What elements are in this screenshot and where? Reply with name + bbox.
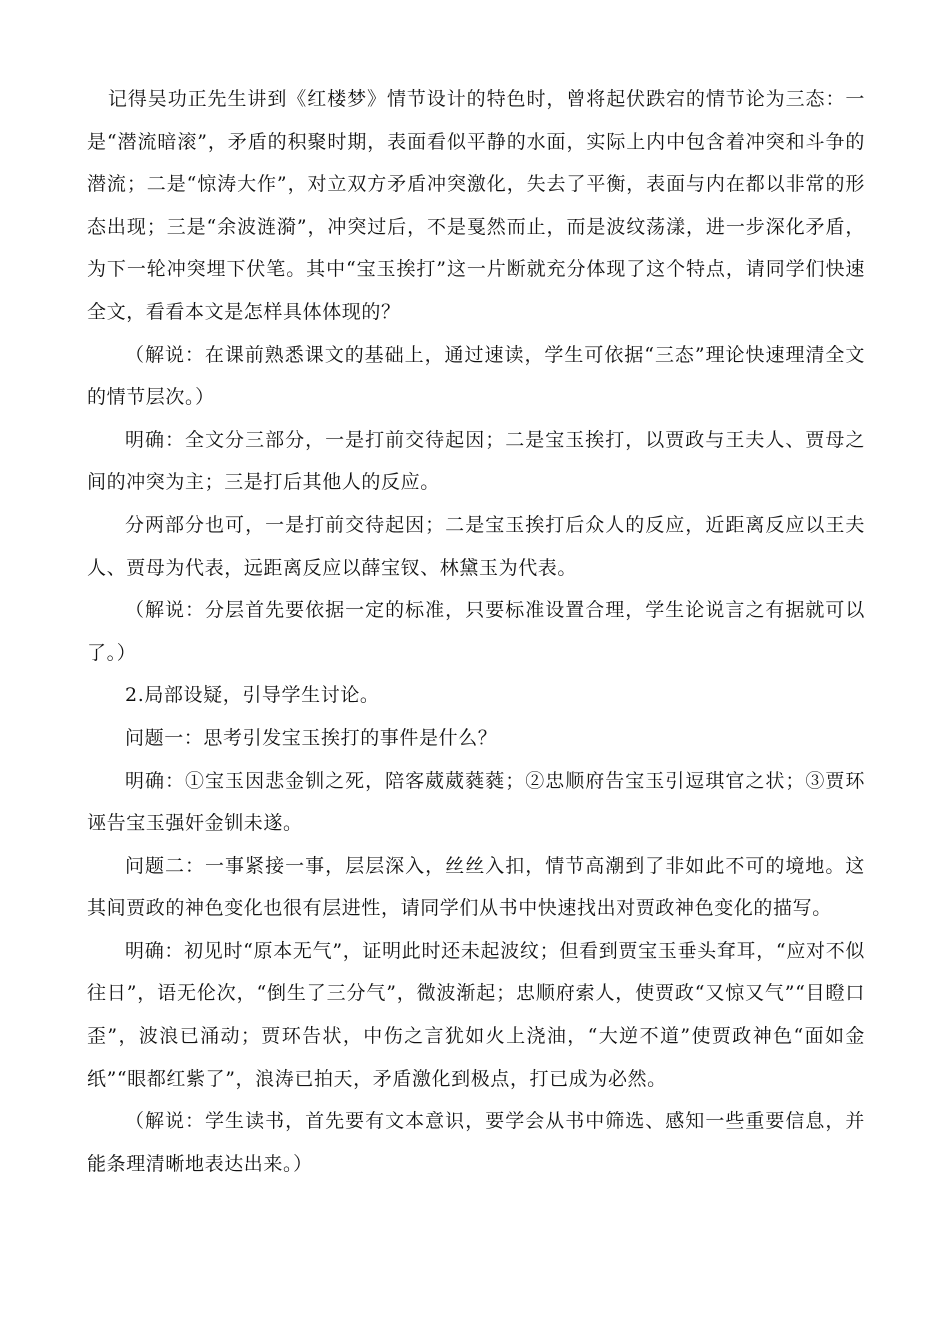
answer-question-two: 明确：初见时“原本无气”，证明此时还未起波纹；但看到贾宝玉垂头耷耳，“应对不似往日”，语无伦次，“倒生了三分气”，微波渐起；忠顺府索人，使贾政“又惊又气”“目瞪口歪”，波浪已涌动；贾环告状，中伤之言犹如火上浇油，“大逆不道”使贾政神色“面如金纸”“眼都红紫了”，浪涛已拍天，矛盾激化到极点，打已成为必然。: [87, 939, 865, 1090]
answer-paragraph-structure: 明确：全文分三部分，一是打前交待起因；二是宝玉挨打，以贾政与王夫人、贾母之间的冲突为主；三是打后其他人的反应。: [87, 428, 865, 494]
intro-paragraph: 记得吴功正先生讲到《红楼梦》情节设计的特色时，曾将起伏跌宕的情节论为三态：一是“潜流暗滚”，矛盾的积聚时期，表面看似平静的水面，实际上内中包含着冲突和斗争的潜流；二是“惊涛大作”，对立双方矛盾冲突激化，失去了平衡，表面与内在都以非常的形态出现；三是“余波涟漪”，冲突过后，不是戛然而止，而是波纹荡漾，进一步深化矛盾，为下一轮冲突埋下伏笔。其中“宝玉挨打”这一片断就充分体现了这个特点，请同学们快速全文，看看本文是怎样具体体现的？: [87, 88, 865, 323]
document-page: [87, 78, 865, 1185]
question-two: 问题二：一事紧接一事，层层深入，丝丝入扣，情节高潮到了非如此不可的境地。这其间贾政的神色变化也很有层进性，请同学们从书中快速找出对贾政神色变化的描写。: [87, 854, 865, 920]
question-one: 问题一：思考引发宝玉挨打的事件是什么？: [125, 726, 498, 749]
explanation-note-3: （解说：学生读书，首先要有文本意识，要学会从书中筛选、感知一些重要信息，并能条理清晰地表达出来。）: [87, 1110, 865, 1175]
explanation-note-1: （解说：在课前熟悉课文的基础上，通过速读，学生可依据“三态”理论快速理清全文的情节层次。）: [87, 343, 865, 409]
explanation-note-2: （解说：分层首先要依据一定的标准，只要标准设置合理，学生论说言之有据就可以了。）: [87, 599, 865, 664]
answer-question-one: 明确：①宝玉因悲金钏之死，陪客葳葳蕤蕤；②忠顺府告宝玉引逗琪官之状；③贾环诬告宝玉强奸金钏未遂。: [87, 769, 865, 835]
alternative-structure-paragraph: 分两部分也可，一是打前交待起因；二是宝玉挨打后众人的反应，近距离反应以王夫人、贾母为代表，远距离反应以薛宝钗、林黛玉为代表。: [87, 513, 865, 579]
section-heading: 2.局部设疑，引导学生讨论。: [125, 684, 380, 707]
